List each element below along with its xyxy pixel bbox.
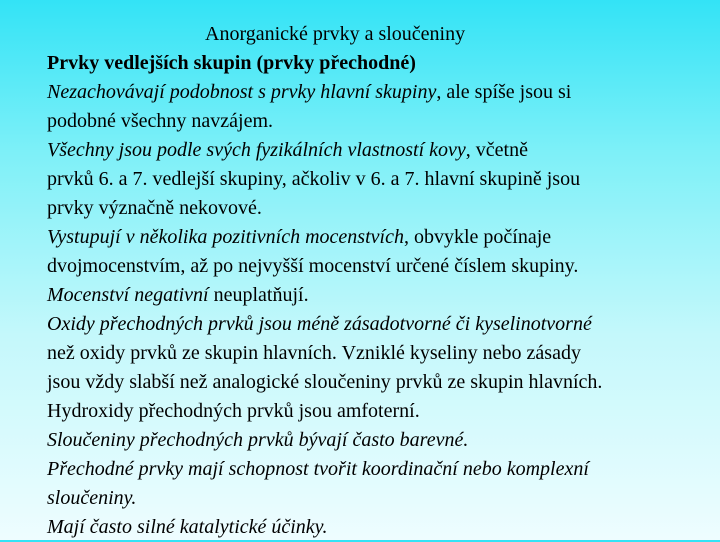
slide-content <box>47 20 717 542</box>
text-line-11 <box>47 368 717 397</box>
text-line-1 <box>47 78 717 107</box>
plain-text: prvky význačně nekovové. <box>47 197 262 219</box>
italic-text: Nezachovávají podobnost s prvky hlavní skupiny <box>47 81 437 103</box>
plain-text: , obvykle počínaje <box>403 226 552 248</box>
italic-text: Mají často silné katalytické účinky. <box>47 516 328 538</box>
text-line-4 <box>47 165 717 194</box>
text-line-10 <box>47 339 717 368</box>
plain-text: prvků 6. a 7. vedlejší skupiny, ačkoliv v 6. a 7. hlavní skupině jsou <box>47 168 581 190</box>
text-line-3 <box>47 136 717 165</box>
text-line-5 <box>47 194 717 223</box>
plain-text: Hydroxidy přechodných prvků jsou amfoterní. <box>47 400 420 422</box>
italic-text: Přechodné prvky mají schopnost tvořit koordinační nebo komplexní <box>47 458 589 480</box>
plain-text: neuplatňují. <box>208 284 309 306</box>
plain-text: , včetně <box>465 139 528 161</box>
text-line-9 <box>47 310 717 339</box>
text-line-8 <box>47 281 717 310</box>
slide-heading: Prvky vedlejších skupin (prvky přechodné) <box>47 52 416 74</box>
text-line-15 <box>47 484 717 513</box>
text-line-13 <box>47 426 717 455</box>
italic-text: Mocenství negativní <box>47 284 209 306</box>
plain-text: jsou vždy slabší než analogické sloučeniny prvků ze skupin hlavních. <box>47 371 603 393</box>
italic-text: Vystupují v několika pozitivních mocenstvích <box>47 226 404 248</box>
plain-text: podobné všechny navzájem. <box>47 110 274 132</box>
italic-text: Oxidy přechodných prvků jsou méně zásadotvorné či kyselinotvorné <box>47 313 592 335</box>
slide-title: Anorganické prvky a sloučeniny <box>205 23 466 45</box>
text-line-12 <box>47 397 717 426</box>
italic-text: sloučeniny. <box>47 487 137 509</box>
text-line-6 <box>47 223 717 252</box>
text-line-16 <box>47 513 717 542</box>
plain-text: dvojmocenstvím, až po nejvyšší mocenství určené číslem skupiny. <box>47 255 579 277</box>
plain-text: než oxidy prvků ze skupin hlavních. Vzniklé kyseliny nebo zásady <box>47 342 581 364</box>
text-line-14 <box>47 455 717 484</box>
italic-text: Sloučeniny přechodných prvků bývají často barevné. <box>47 429 469 451</box>
text-line-2 <box>47 107 717 136</box>
italic-text: Všechny jsou podle svých fyzikálních vlastností kovy <box>47 139 466 161</box>
text-line-7 <box>47 252 717 281</box>
plain-text: , ale spíše jsou si <box>436 81 572 103</box>
